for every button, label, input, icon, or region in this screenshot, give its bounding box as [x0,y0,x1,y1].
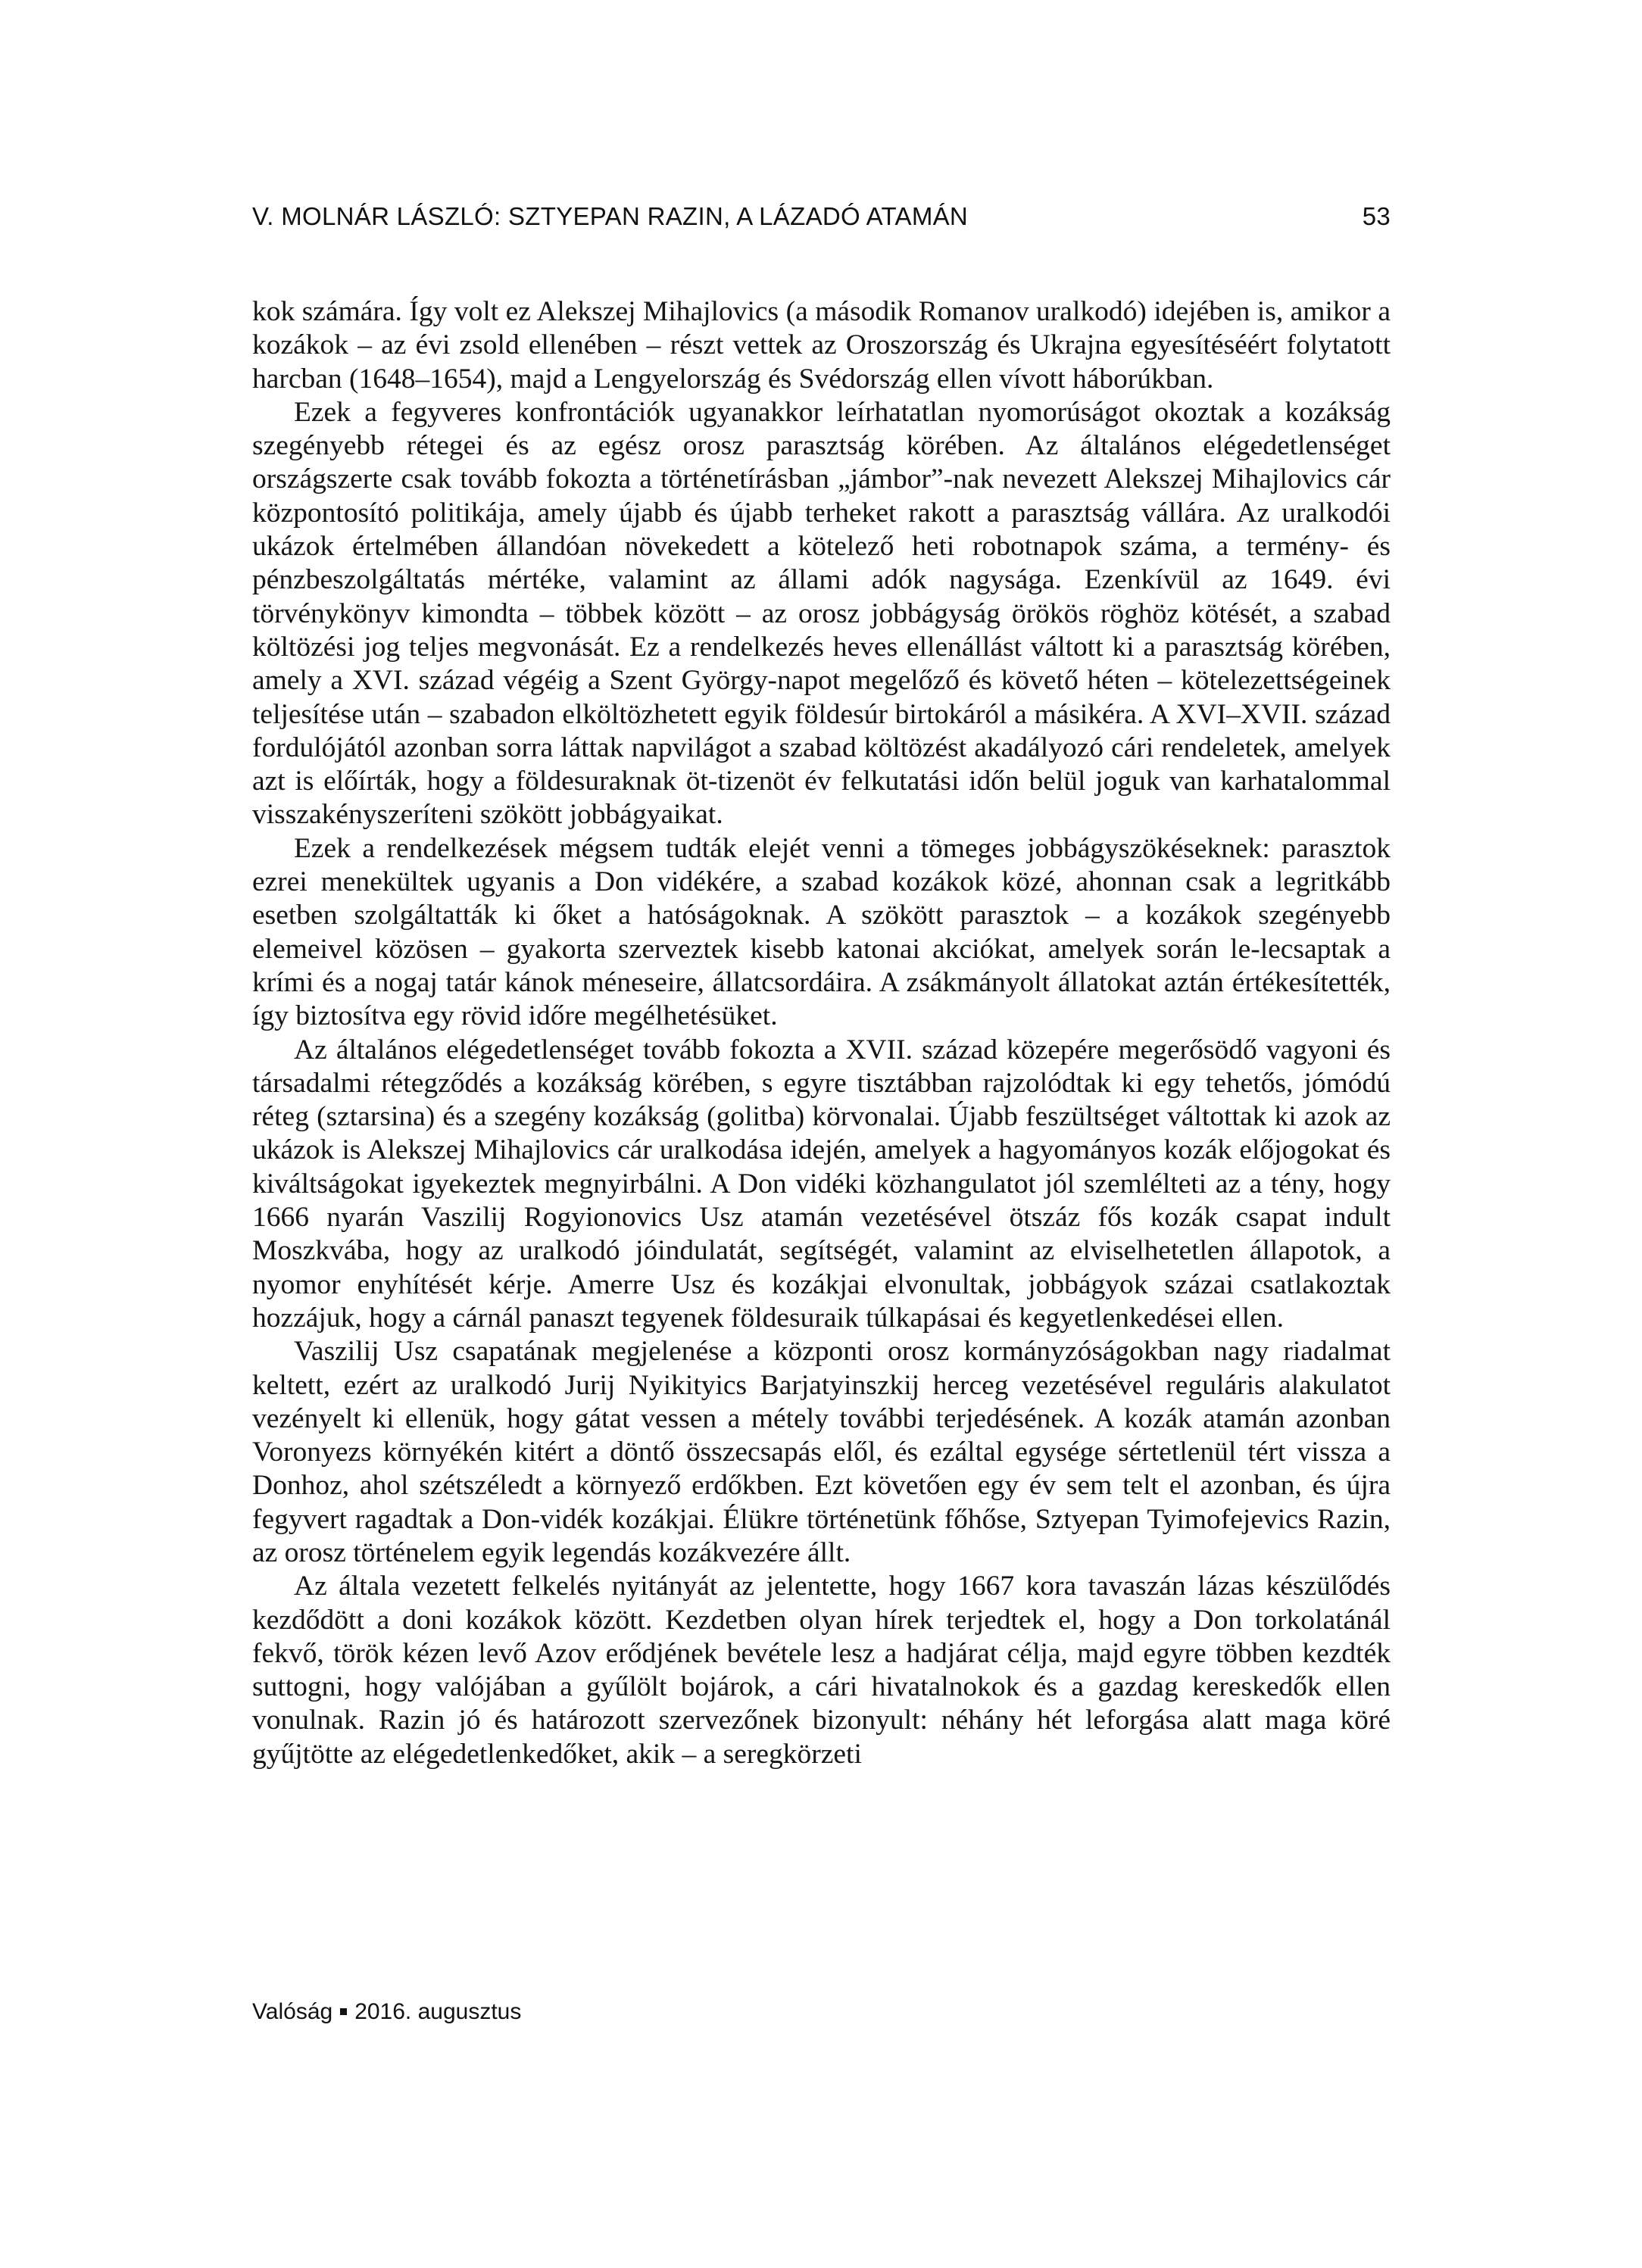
paragraph-continued: kok számára. Így volt ez Alekszej Mihajlovics (a második Romanov uralkodó) idejében is, amikor a kozákok – az évi zsold ellenében – részt vettek az Oroszország és Ukrajna egyesítéséért folytatott harcban (1648–1654), majd a Lengyelország és Svédország ellen vívott háborúkban. [252,296,1391,395]
paragraph: Vaszilij Usz csapatának megjelenése a központi orosz kormányzóságokban nagy riadalmat keltett, ezért az uralkodó Jurij Nyikityics Barjatyinszkij herceg vezetésével reguláris alakulatot vezényelt ki ellenük, hogy gátat vessen a métely további terjedésének. A kozák atamán azonban Voronyezs környékén kitért a döntő összecsapás elől, és ezáltal egysége sértetlenül tért vissza a Donhoz, ahol szétszéledt a környező erdőkben. Ezt követően egy év sem telt el azonban, és újra fegyvert ragadtak a Don-vidék kozákjai. Élükre történetünk főhőse, Sztyepan Tyimofejevics Razin, az orosz történelem egyik legendás kozákvezére állt. [252,1336,1391,1568]
paragraph: Ezek a rendelkezések mégsem tudták elejét venni a tömeges jobbágyszökéseknek: parasztok ezrei menekültek ugyanis a Don vidékére, a szabad kozákok közé, ahonnan csak a legritkább esetben szolgáltatták ki őket a hatóságoknak. A szökött parasztok – a kozákok szegényebb elemeivel közösen – gyakorta szerveztek kisebb katonai akciókat, amelyek során le-lecsaptak a krími és a nogaj tatár kánok méneseire, állatcsordáira. A zsákmányolt állatokat aztán értékesítették, így biztosítva egy rövid időre megélhetésüket. [252,832,1391,1032]
running-header [252,202,1391,240]
issue-date: 2016. augusztus [354,1999,522,2024]
paragraph: Ezek a fegyveres konfrontációk ugyanakkor leírhatatlan nyomorúságot okoztak a kozákság szegényebb rétegei és az egész orosz parasztság körében. Az általános elégedetlenséget országszerte csak tovább fokozta a történetírásban „jámbor”-nak nevezett Alekszej Mihajlovics cár központosító politikája, amely újabb és újabb terheket rakott a parasztság vállára. Az uralkodói ukázok értelmében állandóan növekedett a kötelező heti robotnapok száma, a termény- és pénzbeszolgáltatás mértéke, valamint az állami adók nagysága. Ezenkívül az 1649. évi törvénykönyv kimondta – többek között – az orosz jobbágyság örökös röghöz kötését, a szabad költözési jog teljes megvonását. Ez a rendelkezés heves ellenállást váltott ki a parasztság körében, amely a XVI. század végéig a Szent György-napot megelőző és követő héten – kötelezettségeinek teljesítése után – szabadon elköltözhetett egyik földesúr birtokáról a másikéra. A XVI–XVII. század fordulójától azonban sorra láttak napvilágot a szabad költözést akadályozó cári rendeletek, amelyek azt is előírták, hogy a földesuraknak öt-tizenöt év felkutatási időn belül joguk van karhatalommal visszakényszeríteni szökött jobbágyaikat. [252,396,1391,831]
running-title: V. MOLNÁR LÁSZLÓ: SZTYEPAN RAZIN, A LÁZADÓ ATAMÁN [252,202,969,230]
separator-square-icon [340,2008,347,2015]
paragraph: Az általa vezetett felkelés nyitányát az jelentette, hogy 1667 kora tavaszán lázas készülődés kezdődött a doni kozákok között. Kezdetben olyan hírek terjedtek el, hogy a Don torkolatánál fekvő, török kézen levő Azov erődjének bevétele lesz a hadjárat célja, majd egyre többen kezdték suttogni, hogy valójában a gyűlölt bojárok, a cári hivatalnokok és a gazdag kereskedők ellen vonulnak. Razin jó és határozott szervezőnek bizonyult: néhány hét leforgása alatt maga köré gyűjtötte az elégedetlenkedőket, akik – a seregkörzeti [252,1571,1391,1770]
article-body [252,295,1391,1771]
page-footer [252,1999,521,2025]
page-number: 53 [1362,202,1391,230]
paragraph: Az általános elégedetlenséget tovább fokozta a XVII. század közepére megerősödő vagyoni és társadalmi rétegződés a kozákság körében, s egyre tisztábban rajzolódtak ki egy tehetős, jómódú réteg (sztarsina) és a szegény kozákság (golitba) körvonalai. Újabb feszültséget váltottak ki azok az ukázok is Alekszej Mihajlovics cár uralkodása idején, amelyek a hagyományos kozák előjogokat és kiváltságokat igyekeztek megnyirbálni. A Don vidéki közhangulatot jól szemlélteti az a tény, hogy 1666 nyarán Vaszilij Rogyionovics Usz atamán vezetésével ötszáz fős kozák csapat indult Moszkvába, hogy az uralkodó jóindulatát, segítségét, valamint az elviselhetetlen állapotok, a nyomor enyhítését kérje. Amerre Usz és kozákjai elvonultak, jobbágyok százai csatlakoztak hozzájuk, hogy a cárnál panaszt tegyenek földesuraik túlkapásai és kegyetlenkedései ellen. [252,1034,1391,1334]
journal-name: Valóság [252,1999,333,2024]
